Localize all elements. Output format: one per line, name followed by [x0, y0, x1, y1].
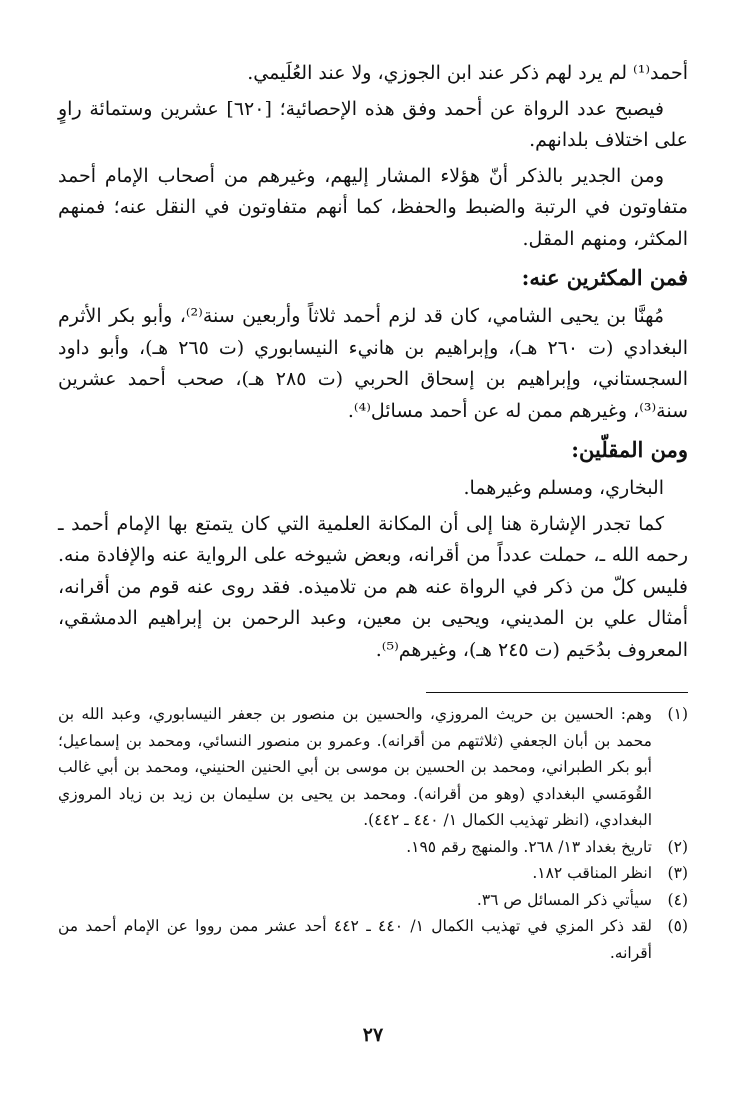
footnote-text: لقد ذكر المزي في تهذيب الكمال ١/ ٤٤٠ ـ ٤٤٢ أحد عشر ممن رووا عن الإمام أحمد من أقرانه.: [58, 917, 652, 962]
paragraph-5: البخاري، ومسلم وغيرهما.: [463, 477, 664, 499]
footnote-number: (٢): [667, 837, 688, 856]
paragraph-3: ومن الجدير بالذكر أنّ هؤلاء المشار إليهم، وغيرهم من أصحاب الإمام أحمد متفاوتون في الرتبة والضبط والحفظ، كما أنهم متفاوتون في النقل عنه؛ فمنهم المكثر، ومنهم المقل.: [58, 164, 688, 250]
footnote-text: تاريخ بغداد ١٣/ ٢٦٨. والمنهج رقم ١٩٥.: [406, 837, 652, 856]
footnote-number: (٤): [667, 890, 688, 909]
paragraph-6: كما تجدر الإشارة هنا إلى أن المكانة العلمية التي كان يتمتع بها الإمام أحمد ـ رحمه الله ـ، حملت عدداً من أقرانه، وبعض شيوخه على الرواية عنه والإفادة منه. فليس كلّ من ذكر في الرواة عنه هم من تلاميذه. فقد روى عنه قوم من أقرانه، أمثال علي بن المديني، ويحيى بن معين، وعبد الرحمن بن إبراهيم الدمشقي، المعروف بدُحَيم (ت ٢٤٥ هـ)، وغيرهم⁽⁵⁾.: [58, 512, 688, 661]
footnote-text: انظر المناقب ١٨٢.: [532, 864, 652, 882]
footnote-item: [58, 887, 688, 914]
footnotes: [58, 701, 688, 966]
page-number: ٢٧: [362, 1024, 384, 1046]
footnote-number: (١): [667, 705, 688, 723]
paragraph-1: أحمد⁽¹⁾ لم يرد لهم ذكر عند ابن الجوزي، ولا عند العُلَيمي.: [247, 62, 688, 84]
footnote-divider: [426, 692, 688, 693]
footnote-number: (٥): [667, 917, 688, 935]
footnote-number: (٣): [667, 864, 688, 882]
main-text: [58, 58, 688, 666]
footnote-text: سيأتي ذكر المسائل ص ٣٦.: [476, 890, 652, 909]
footnote-text: وهم: الحسين بن حريث المروزي، والحسين بن منصور بن جعفر النيسابوري، وعبد الله بن محمد بن أبان الجعفي (ثلاثتهم من أقرانه). وعمرو بن منصور النسائي، ومحمد بن إسماعيل؛ أبو بكر الطبراني، ومحمد بن الحسين بن موسى بن أبي الحنين الحنيني، ومحمد بن أبي غالب القُومَسي البغدادي (وهو من أقرانه). ومحمد بن يحيى بن سليمان بن زيد بن زياد المروزي البغدادي، (انظر تهذيب الكمال ١/ ٤٤٠ ـ ٤٤٢).: [58, 705, 652, 829]
footnote-item: [58, 913, 688, 966]
footnote-item: [58, 834, 688, 861]
heading-muqillin: ومن المقلّين:: [571, 437, 688, 462]
paragraph-4: مُهنَّا بن يحيى الشامي، كان قد لزم أحمد ثلاثاً وأربعين سنة⁽²⁾، وأبو بكر الأثرم البغدادي (ت ٢٦٠ هـ)، وإبراهيم بن هانيء النيسابوري (ت ٢٦٥ هـ)، وأبو داود السجستاني، وإبراهيم بن إسحاق الحربي (ت ٢٨٥ هـ)، صحب أحمد عشرين سنة⁽³⁾، وغيرهم ممن له عن أحمد مسائل⁽⁴⁾.: [58, 305, 689, 422]
footnote-item: [58, 701, 688, 834]
footnote-item: [58, 860, 688, 887]
paragraph-2: فيصبح عدد الرواة عن أحمد وفق هذه الإحصائية؛ [٦٢٠] عشرين وستمائة راوٍ على اختلاف بلدانهم.: [58, 97, 688, 151]
heading-mukthirin: فمن المكثرين عنه:: [521, 265, 688, 290]
